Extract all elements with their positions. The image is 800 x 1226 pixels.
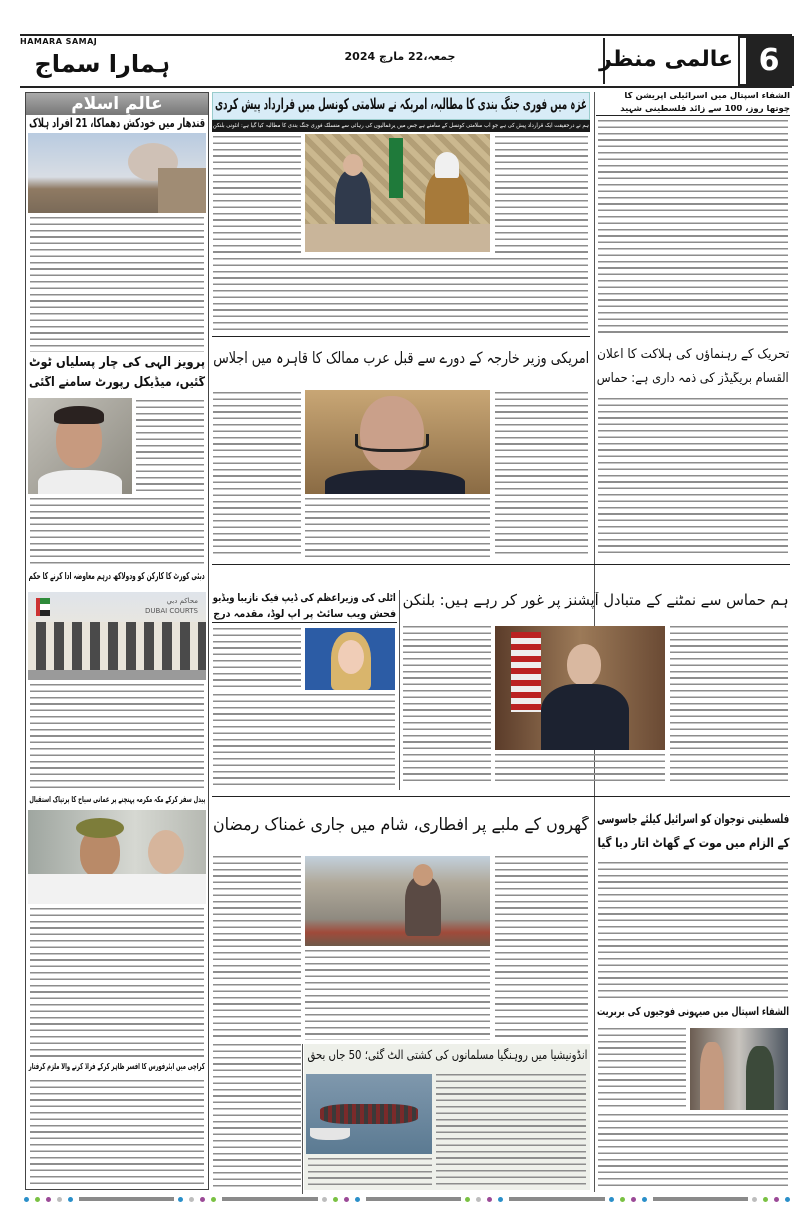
cairo-body-bottom: [305, 498, 490, 558]
banner-text: عالمِ اسلام: [71, 94, 163, 114]
blinken-body-right: [670, 626, 788, 786]
dubai-body: [30, 684, 204, 790]
blinken-head: [567, 644, 601, 686]
headline-text: دبئی کورٹ کا کارکن کو ودولاکھ درہم معاوضہ ادا کرنے کا حکم: [28, 572, 205, 582]
rescue-boat: [310, 1128, 350, 1140]
hair: [54, 406, 104, 424]
headline-text: پیدل سفر کرکے مکہ مکرمہ پہنچنے پر عمانی سیاح کا پرتپاک استقبال: [29, 796, 205, 805]
shifa-headline-line1[interactable]: [596, 92, 790, 102]
headline-text: کے الزام میں موت کے گھاٹ اتار دیا گیا: [596, 836, 789, 850]
sign-arabic: محاكم دبي: [166, 597, 198, 605]
italy-headline-1[interactable]: [212, 592, 397, 604]
suit: [541, 684, 629, 750]
lead-body-bottom: [213, 258, 588, 330]
footer-strip: [24, 1196, 792, 1202]
section-title: عالمی منظر: [603, 38, 733, 84]
headline-text: انڈونیشیا میں روہنگیا مسلمانوں کی کشتی الٹ گئی؛ 50 جاں بحق: [306, 1048, 587, 1062]
blinken-head: [343, 154, 363, 176]
pervaiz-body: [30, 498, 204, 568]
lead-body-right: [495, 136, 588, 254]
pilgrim-body: [30, 908, 204, 1058]
headline-text: غزہ میں فوری جنگ بندی کا مطالبہ، امریکہ نے سلامتی کونسل میں قرارداد پیش کردی: [214, 96, 587, 113]
dubai-courts-photo: [28, 592, 206, 680]
syria-body-left: [213, 856, 301, 1040]
zionist-headline[interactable]: [596, 1006, 790, 1019]
sofa: [305, 224, 490, 252]
omani-pilgrim-photo: [28, 810, 206, 904]
headline-text: ہم نے درحقیقت ایک قرارداد پیش کی ہے جو اب سلامتی کونسل کے سامنے ہے جس میں یرغمالیوں کی رہائی سے منسلک فوری جنگ بندی کا مطالبہ کیا گیا ہے: انٹونی بلنکن: [213, 123, 589, 129]
blinken-photo: [495, 626, 665, 750]
soldier-figure: [746, 1046, 774, 1110]
building: [158, 168, 206, 213]
shirt: [38, 470, 122, 494]
syria-body-mid: [305, 950, 490, 1040]
lead-body-left: [213, 136, 301, 254]
suit: [325, 470, 465, 494]
mbs-headdress: [435, 152, 459, 178]
headline-text: ہم حماس سے نمٹنے کے متبادل آپشنز پر غور کر رہے ہیں: بلنکن: [403, 592, 789, 609]
headline-text: گئیں، میڈیکل رپورٹ سامنے آگئی: [29, 376, 205, 390]
karachi-headline[interactable]: [28, 1063, 206, 1073]
blinken-body-bottom: [495, 754, 665, 786]
man-figure: [700, 1042, 724, 1110]
blinken-body-left: [403, 626, 491, 786]
headphones: [355, 434, 429, 452]
turban: [76, 818, 124, 838]
headline-text: امریکی وزیر خارجہ کے دورے سے قبل عرب ممالک کا قاہرہ میں اجلاس: [212, 350, 589, 367]
girl-head: [413, 864, 433, 886]
headline-text: کراچی میں ایئرفورس کا افسر ظاہر کرکے فراڈ کرنے والا ملزم گرفتار: [28, 1063, 205, 1072]
blinken-headline[interactable]: [402, 592, 790, 609]
spy-body: [598, 862, 788, 998]
headline-text: فلسطینی نوجوان کو اسرائیل کیلئے جاسوسی: [597, 812, 789, 826]
spy-headline-1[interactable]: [596, 812, 790, 826]
headline-text: القسام بریگیڈز کی ذمہ داری ہے: حماس: [596, 372, 789, 386]
headline-text: قندھار میں خودکش دھماکا، 21 افراد ہلاک: [29, 116, 205, 130]
shifa-body: [598, 120, 788, 335]
syria-body-right: [495, 856, 588, 1040]
cairo-body-right: [495, 392, 588, 558]
shifa-headline-line2[interactable]: [596, 105, 790, 116]
headline-text: تحریک کے رہنماؤں کی ہلاکت کا اعلان: [597, 348, 789, 362]
cairo-headline[interactable]: [212, 350, 590, 368]
italy-headline-2[interactable]: [212, 608, 397, 623]
italy-body-left: [213, 628, 301, 690]
uae-flag: [36, 598, 50, 616]
blinken-saudi-meeting-photo: [305, 134, 490, 252]
kandahar-blast-photo: [28, 133, 206, 213]
rohingya-boat-photo: [306, 1074, 432, 1154]
hamas-headline-1[interactable]: [596, 348, 790, 363]
cairo-body-left: [213, 392, 301, 558]
lead-subhead: [212, 120, 590, 132]
headline-text: فحش ویب سائٹ پر اپ لوڈ، مقدمہ درج: [212, 608, 396, 620]
logo-urdu: ہمارا سماج: [34, 50, 170, 78]
pervaiz-elahi-photo: [28, 398, 132, 494]
zionist-body: [598, 1114, 788, 1188]
meloni-photo: [305, 628, 395, 690]
sign-english: DUBAI COURTS: [145, 607, 198, 615]
karachi-body: [30, 1080, 204, 1186]
italy-body: [213, 694, 395, 790]
dubai-courts-sign: [128, 596, 198, 616]
shifa-soldiers-photo: [690, 1028, 788, 1110]
headline-text: پرویز الٰہی کی چار پسلیاں ٹوٹ: [29, 356, 205, 370]
rohingya-headline[interactable]: [306, 1048, 588, 1062]
alam-e-islam-banner: [26, 93, 208, 115]
us-flag: [511, 632, 541, 712]
saudi-flag: [389, 138, 403, 198]
headline-text: چوتھا روز، 100 سے زائد فلسطینی شہید: [620, 105, 790, 114]
face: [338, 640, 364, 674]
syria-headline[interactable]: [212, 816, 590, 836]
dubai-court-headline[interactable]: [28, 572, 206, 583]
hamas-body: [598, 398, 788, 558]
zionist-body-side: [598, 1028, 686, 1110]
pervaiz-headline-2[interactable]: [28, 376, 206, 391]
headline-text: الشفاء اسپتال میں اسرائیلی آپریشن کا: [624, 92, 790, 101]
boat-crowd: [320, 1104, 418, 1124]
rohingya-body-bottom: [308, 1158, 432, 1186]
street: [28, 670, 206, 680]
white-robes: [28, 874, 206, 904]
hamas-headline-2[interactable]: [596, 372, 790, 387]
headline-text: اٹلی کی وزیراعظم کی ڈیپ فیک نازیبا ویڈیو: [213, 592, 396, 604]
syria-ruins-photo: [305, 856, 490, 946]
page-number: 6: [740, 38, 792, 84]
headline-text: گھروں کے ملبے پر افطاری، شام میں جاری غمناک رمضان: [213, 816, 589, 835]
rohingya-body: [436, 1074, 586, 1186]
bald-man: [148, 830, 184, 874]
issue-date: جمعہ،22 مارچ 2024: [344, 50, 456, 63]
logo-english: HAMARA SAMAJ: [20, 37, 98, 46]
lead-headline[interactable]: [214, 96, 588, 113]
arches: [28, 622, 206, 672]
spy-headline-2[interactable]: [596, 836, 790, 850]
kandahar-headline[interactable]: [28, 116, 206, 130]
masthead-logo: [20, 37, 220, 85]
pervaiz-headline-1[interactable]: [28, 356, 206, 371]
shoukry-photo: [305, 390, 490, 494]
pervaiz-body-side: [136, 400, 204, 494]
headline-text: الشفاء اسپتال میں صیہونی فوجیوں کی بربریت: [597, 1006, 789, 1018]
pilgrim-headline[interactable]: [28, 796, 206, 806]
rohingya-side-body: [213, 1044, 301, 1190]
kandahar-body: [30, 217, 204, 352]
